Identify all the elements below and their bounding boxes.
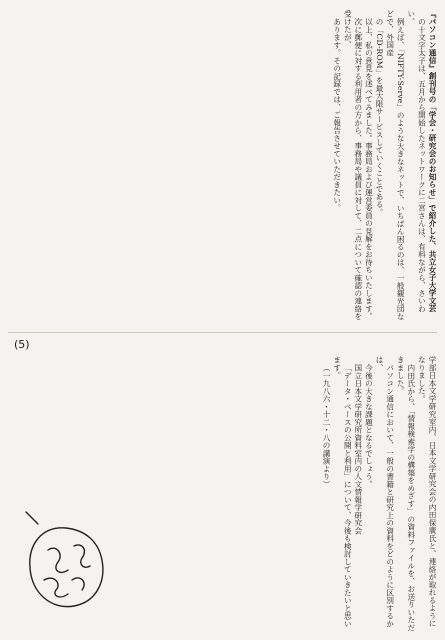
paragraph: の十文字太子は、五月から開始したネットワークに二宮さんは、有料ながら、さいわい、 (406, 10, 427, 313)
top-text-columns (8, 10, 437, 322)
paragraph: パソコン通信において、一般の書籍と研究上の資料をどのように区別するかは、 (375, 356, 395, 628)
paragraph: あります。その記録では、ご報告させていただきたい。 (332, 17, 342, 212)
hand-drawn-doodle-icon (8, 510, 118, 630)
section-heading: 『パソコン通信』創刊号の「学会・研究会のお知らせ」で紹介した、共立女子大学文芸 (428, 10, 437, 313)
paragraph: 内田氏から、「情報検索学の構築をめざす」の資料ファイルを、お送りいただきました。 (396, 356, 416, 632)
paragraph: 国立日本文学研究所資料室内の人文情報学研究会 (353, 363, 363, 535)
paragraph: 以上、私の意見を述べてみました。事務局および運営委員の見解をお待ちいたします。 (364, 17, 374, 320)
page-number: (5) (14, 338, 30, 351)
paragraph: 次に郵便に対する利用者の方から、事務局や議員に対して、二点について確認の連絡を受けたが、 (343, 10, 363, 320)
paragraph: （一九八六・十二・八の講演より） (322, 363, 332, 488)
paragraph: 学部日本文学研究室内、日本文学研究会の内田保廣氏と、連絡が取れるようになりました。 (417, 356, 437, 628)
paragraph: 「データ・ベースの公開と利用」について、今後も検討していきたいと思います。 (332, 356, 353, 628)
section-divider (8, 332, 437, 333)
paragraph: 例えば、「NIFTY-Serve」のような大きなネットで、いちばん困るのは、一般観光団などで、外国産 (385, 10, 406, 321)
paragraph: の「CD-ROM」を最大限サービスしていくことである。 (375, 17, 385, 216)
paragraph: 今後の大きな課題となるでしょう。 (364, 363, 374, 488)
